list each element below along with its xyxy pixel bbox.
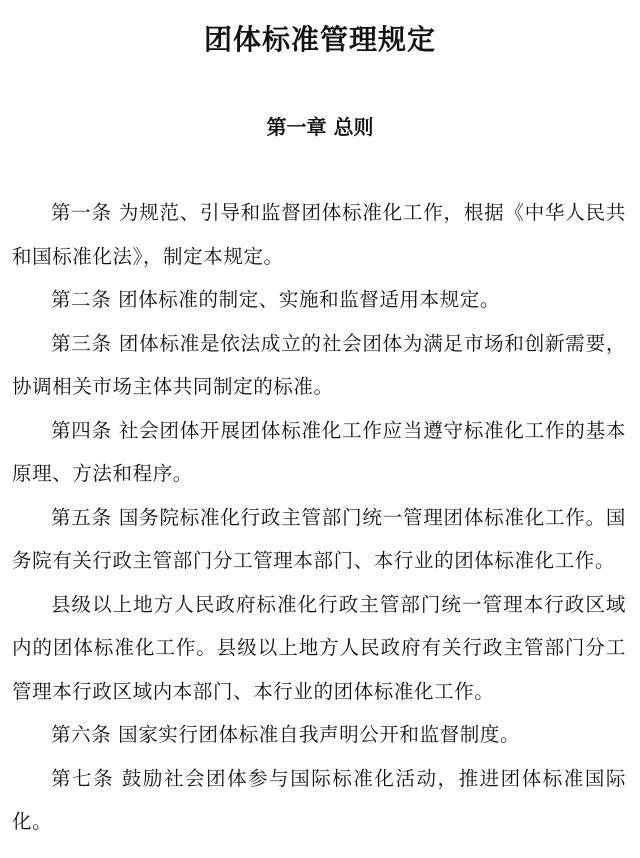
article-7: 第七条 鼓励社会团体参与国际标准化活动，推进团体标准国际化。 (12, 766, 626, 833)
document-title: 团体标准管理规定 (203, 23, 436, 56)
article-6: 第六条 国家实行团体标准自我声明公开和监督制度。 (51, 723, 521, 746)
article-3: 第三条 团体标准是依法成立的社会团体为满足市场和创新需要，协调相关市场主体共同制定的标准。 (12, 331, 626, 398)
article-5: 第五条 国务院标准化行政主管部门统一管理团体标准化工作。国务院有关行政主管部门分工管理本部门、本行业的团体标准化工作。 (12, 505, 626, 572)
chapter-title: 第一章 总则 (266, 115, 374, 139)
article-1: 第一条 为规范、引导和监督团体标准化工作，根据《中华人民共和国标准化法》，制定本规定。 (12, 201, 626, 268)
article-4: 第四条 社会团体开展团体标准化工作应当遵守标准化工作的基本原理、方法和程序。 (12, 418, 626, 485)
article-2: 第二条 团体标准的制定、实施和监督适用本规定。 (51, 288, 500, 311)
document-body (12, 191, 626, 844)
article-5-continued: 县级以上地方人民政府标准化行政主管部门统一管理本行政区域内的团体标准化工作。县级以上地方人民政府有关行政主管部门分工管理本行政区域内本部门、本行业的团体标准化工作。 (12, 592, 626, 703)
